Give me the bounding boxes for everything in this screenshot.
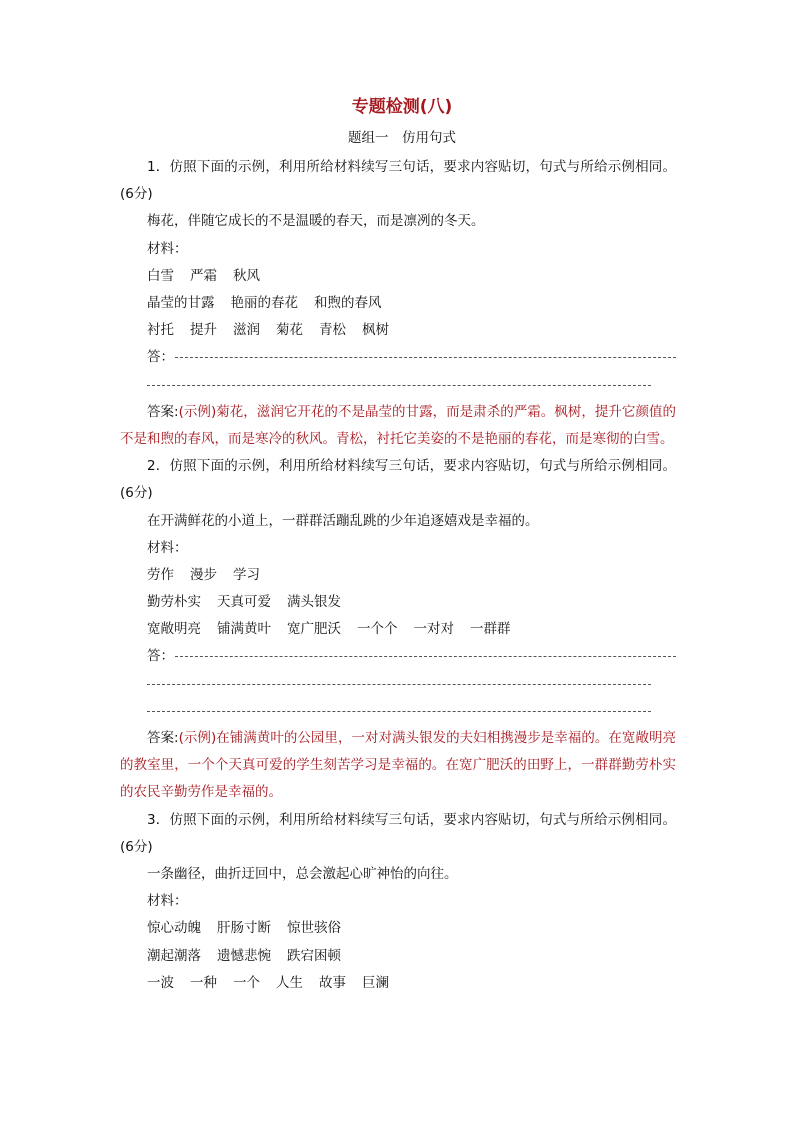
question-1-answer-blank-2[interactable] [120,372,676,399]
answer-label: 答： [147,648,174,665]
material-word: 菊花 [276,322,303,339]
question-3-material-row-1 [120,915,676,942]
material-word: 潮起潮落 [147,947,201,964]
material-word: 枫树 [362,322,389,339]
material-word: 宽广肥沃 [287,621,341,638]
material-word: 晶莹的甘露 [147,294,215,311]
question-1-material-row-2 [120,290,676,317]
dashed-answer-line [175,656,676,657]
question-3-stem: 3．仿照下面的示例，利用所给材料续写三句话，要求内容贴切，句式与所给示例相同。(6分) [120,811,676,855]
question-2-example: 在开满鲜花的小道上，一群群活蹦乱跳的少年追逐嬉戏是幸福的。 [147,512,539,529]
material-word: 惊世骇俗 [287,920,341,937]
question-2-material-row-2 [120,589,676,616]
answer-label: 答： [147,349,174,366]
question-1-material-row-1 [120,263,676,290]
page-title: 专题检测(八) [351,97,453,117]
material-word: 劳作 [147,566,174,583]
solution-label: 答案: [147,730,179,747]
question-1-answer-blank[interactable] [120,344,676,371]
solution-text: (示例)菊花，滋润它开花的不是晶莹的甘露，而是肃杀的严霜。枫树，提升它颜值的不是和煦的春风，而是寒冷的秋风。青松，衬托它美姿的不是艳丽的春花，而是寒彻的白雪。 [120,403,676,447]
material-word: 白雪 [147,267,174,284]
question-1-stem: 1．仿照下面的示例，利用所给材料续写三句话，要求内容贴切，句式与所给示例相同。(6分) [120,159,676,203]
dashed-answer-line [147,711,651,712]
material-word: 天真可爱 [217,594,271,611]
question-3-material-row-2 [120,943,676,970]
dashed-answer-line [175,357,676,358]
question-2-answer-blank-2[interactable] [120,671,676,698]
question-2-answer-blank[interactable] [120,643,676,670]
dashed-answer-line [147,385,651,386]
question-1-material-row-3 [120,317,676,344]
material-word: 学习 [233,566,260,583]
question-2-solution [120,725,676,807]
material-word: 跌宕困顿 [287,947,341,964]
question-3-example: 一条幽径，曲折迂回中，总会激起心旷神怡的向往。 [147,866,458,883]
material-word: 严霜 [190,267,217,284]
material-word: 肝肠寸断 [217,920,271,937]
material-word: 故事 [319,974,346,991]
material-word: 勤劳朴实 [147,594,201,611]
material-word: 衬托 [147,322,174,339]
material-word: 惊心动魄 [147,920,201,937]
dashed-answer-line [147,684,651,685]
question-3-material-row-3 [120,970,676,997]
material-word: 一波 [147,974,174,991]
material-word: 秋风 [233,267,260,284]
material-word: 宽敞明亮 [147,621,201,638]
material-word: 和煦的春风 [314,294,382,311]
material-word: 人生 [276,974,303,991]
question-2-answer-blank-3[interactable] [120,698,676,725]
material-word: 一群群 [470,621,511,638]
question-1-example: 梅花，伴随它成长的不是温暖的春天，而是凛冽的冬天。 [147,213,485,230]
material-word: 一个 [233,974,260,991]
material-word: 一对对 [413,621,454,638]
solution-label: 答案: [147,403,179,420]
question-3-material-label: 材料： [147,893,188,910]
solution-text: (示例)在铺满黄叶的公园里，一对对满头银发的夫妇相携漫步是幸福的。在宽敞明亮的教室里，一个个天真可爱的学生刻苦学习是幸福的。在宽广肥沃的田野上，一群群勤劳朴实的农民辛勤劳作是幸福的。 [120,730,676,801]
question-2-material-row-3 [120,616,676,643]
material-word: 铺满黄叶 [217,621,271,638]
material-word: 青松 [319,322,346,339]
question-1-solution [120,399,676,453]
material-word: 漫步 [190,566,217,583]
question-1-material-label: 材料： [147,240,188,257]
question-2-material-label: 材料： [147,539,188,556]
section-subtitle: 题组一 仿用句式 [348,130,456,146]
material-word: 一种 [190,974,217,991]
material-word: 滋润 [233,322,260,339]
material-word: 遗憾悲惋 [217,947,271,964]
document-page [120,96,676,997]
material-word: 满头银发 [287,594,341,611]
question-2-material-row-1 [120,562,676,589]
material-word: 艳丽的春花 [230,294,298,311]
material-word: 一个个 [357,621,398,638]
material-word: 巨澜 [362,974,389,991]
material-word: 提升 [190,322,217,339]
question-2-stem: 2．仿照下面的示例，利用所给材料续写三句话，要求内容贴切，句式与所给示例相同。(6分) [120,458,676,502]
